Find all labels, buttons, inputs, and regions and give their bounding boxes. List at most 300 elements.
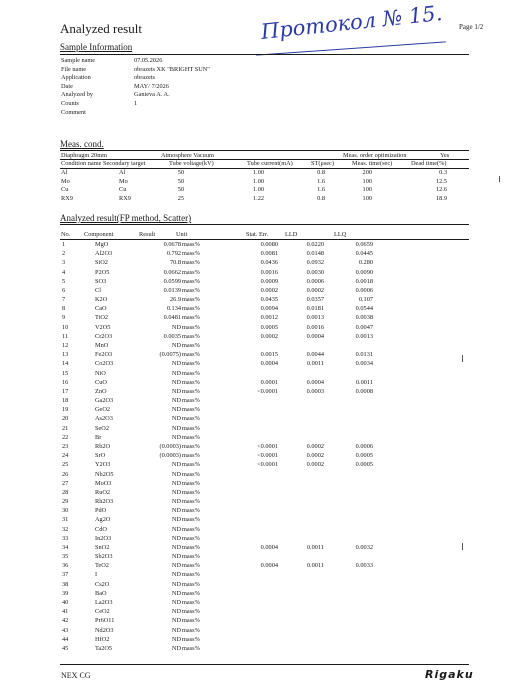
result-component: In2O3: [95, 534, 112, 542]
result-row-number: 4: [62, 268, 66, 276]
results-col-header: LLQ: [334, 231, 347, 238]
result-unit: mass%: [182, 387, 200, 395]
result-unit: mass%: [182, 351, 200, 359]
result-component: P2O5: [95, 268, 110, 276]
result-llq: 0.0544: [355, 305, 373, 313]
meas-cond-cell: 1.6: [317, 177, 325, 185]
result-value: ND: [171, 461, 181, 469]
sample-info-label: Analyzed by: [61, 91, 93, 99]
result-component: La2O3: [95, 599, 113, 607]
result-value: ND: [171, 516, 181, 524]
result-lld: 0.0044: [306, 351, 324, 359]
result-row-number: 31: [62, 516, 69, 524]
result-llq: 0.0032: [355, 543, 373, 551]
result-component: K2O: [95, 296, 108, 304]
result-llq: 0.107: [358, 296, 373, 304]
result-stat-err: 0.0004: [260, 360, 278, 368]
results-end-divider: [60, 664, 469, 665]
result-lld: 0.0011: [306, 562, 324, 570]
margin-mark: [462, 543, 463, 550]
result-unit: mass%: [182, 617, 200, 625]
result-row-number: 8: [62, 305, 66, 313]
result-llq: 0.280: [358, 259, 373, 267]
result-value: ND: [171, 599, 181, 607]
result-row-number: 38: [62, 580, 69, 588]
result-unit: mass%: [182, 571, 200, 579]
meas-cond-col-header: Tube voltage(kV): [169, 160, 214, 167]
result-unit: mass%: [182, 250, 200, 258]
results-col-header: Stat. Err.: [246, 231, 269, 238]
result-unit: mass%: [182, 516, 200, 524]
meas-cond-cell: 200: [362, 169, 372, 176]
result-row-number: 20: [62, 415, 69, 423]
results-heading: Analyzed result(FP method, Scatter): [60, 213, 192, 223]
result-stat-err: 0.0004: [260, 543, 278, 551]
result-component: PdO: [95, 507, 107, 515]
results-col-header: Result: [139, 231, 156, 238]
result-row-number: 25: [62, 461, 69, 469]
result-row-number: 28: [62, 488, 69, 496]
result-component: Nd2O3: [95, 626, 114, 634]
meas-cond-col-header: Tube current(mA): [247, 160, 293, 167]
result-value: ND: [171, 369, 181, 377]
result-unit: mass%: [182, 296, 200, 304]
result-row-number: 42: [62, 617, 69, 625]
result-unit: mass%: [182, 360, 200, 368]
result-component: TiO2: [95, 314, 109, 322]
result-value: ND: [171, 644, 181, 652]
result-value: ND: [171, 397, 181, 405]
result-row-number: 18: [62, 397, 69, 405]
result-value: ND: [171, 433, 181, 441]
result-unit: mass%: [182, 461, 200, 469]
result-unit: mass%: [182, 580, 200, 588]
result-lld: 0.0013: [306, 314, 324, 322]
result-value: ND: [171, 635, 181, 643]
result-component: Ga2O3: [95, 397, 114, 405]
margin-mark: [499, 176, 500, 182]
instrument-name: NEX CG: [61, 671, 91, 680]
result-unit: mass%: [182, 433, 200, 441]
result-component: Fe2O3: [95, 351, 113, 359]
result-unit: mass%: [182, 397, 200, 405]
meas-cond-cell: 50: [177, 169, 184, 176]
sample-info-label: Application: [61, 74, 91, 82]
result-row-number: 13: [62, 351, 69, 359]
result-lld: 0.0148: [306, 250, 324, 258]
result-llq: 0.0034: [355, 360, 373, 368]
sample-info-label: Sample name: [61, 57, 96, 64]
result-value: ND: [171, 470, 181, 478]
result-component: BaO: [95, 589, 107, 597]
result-row-number: 45: [62, 644, 69, 652]
result-llq: 0.0008: [355, 387, 373, 395]
result-row-number: 1: [62, 241, 66, 248]
results-header-divider: [60, 239, 469, 240]
meas-cond-cell: RX9: [119, 194, 131, 202]
result-value: ND: [171, 553, 181, 561]
result-unit: mass%: [182, 286, 200, 294]
result-component: SrO: [95, 452, 106, 460]
result-component: MgO: [95, 241, 109, 248]
result-lld: 0.0016: [306, 323, 324, 331]
meas-cond-cell: RX9: [61, 194, 73, 202]
result-component: ZnO: [95, 387, 107, 395]
sample-info-label: Counts: [61, 100, 79, 107]
result-row-number: 33: [62, 534, 69, 542]
meas-cond-cell: Al: [61, 169, 68, 176]
result-component: CaO: [95, 305, 107, 313]
result-value: ND: [171, 589, 181, 597]
result-llq: 0.0033: [355, 562, 373, 570]
result-lld: 0.0002: [306, 442, 324, 450]
result-stat-err: 0.0016: [260, 268, 278, 276]
result-value: ND: [171, 415, 181, 423]
result-llq: 0.0005: [355, 461, 373, 469]
result-row-number: 36: [62, 562, 69, 570]
result-stat-err: 0.0001: [260, 378, 278, 386]
meas-cond-cell: 0.8: [317, 194, 325, 202]
result-llq: 0.0047: [355, 323, 373, 331]
sample-info-label: Date: [61, 82, 73, 90]
result-lld: 0.0006: [306, 277, 324, 285]
result-row-number: 24: [62, 452, 69, 460]
result-value: 0.0035: [163, 332, 181, 340]
result-llq: 0.0011: [355, 378, 373, 386]
result-lld: 0.0002: [306, 452, 324, 460]
meas-cond-col-header: Dead time(%): [411, 160, 447, 167]
atmosphere-label: Atmosphere Vacuum: [161, 152, 214, 159]
result-value: 70.8: [169, 259, 181, 267]
result-value: ND: [171, 525, 181, 533]
result-component: MoO3: [95, 479, 112, 487]
meas-cond-cell: 50: [177, 177, 184, 185]
result-row-number: 30: [62, 507, 69, 515]
result-row-number: 12: [62, 341, 69, 349]
result-component: CdO: [95, 525, 107, 533]
result-component: CeO2: [95, 608, 110, 616]
result-stat-err: <0.0001: [257, 387, 278, 395]
result-row-number: 41: [62, 608, 69, 616]
result-unit: mass%: [182, 406, 200, 414]
meas-cond-cell: Cu: [119, 186, 127, 193]
result-llq: 0.0018: [355, 277, 373, 285]
result-unit: mass%: [182, 259, 200, 267]
result-row-number: 9: [62, 314, 66, 322]
result-value: 26.9: [169, 296, 181, 304]
meas-cond-cell: 1.22: [252, 194, 264, 202]
sample-info-value: MAY/ 7/2026: [134, 82, 169, 90]
result-value: ND: [171, 608, 181, 616]
result-unit: mass%: [182, 323, 200, 331]
result-value: ND: [171, 498, 181, 506]
result-unit: mass%: [182, 644, 200, 652]
sample-info-divider: [60, 54, 469, 55]
result-component: SiO2: [95, 259, 108, 267]
result-row-number: 19: [62, 406, 69, 414]
sample-info-value: 07.05.2026: [134, 57, 163, 64]
result-unit: mass%: [182, 314, 200, 322]
result-component: Sb2O3: [95, 553, 113, 561]
result-component: SnO2: [95, 543, 110, 551]
result-unit: mass%: [182, 277, 200, 285]
result-llq: 0.0006: [355, 286, 373, 294]
result-component: I: [95, 571, 98, 579]
result-row-number: 23: [62, 442, 69, 450]
result-row-number: 17: [62, 387, 69, 395]
diaphragm-label: Diaphragm 20mm: [61, 152, 107, 159]
result-llq: 0.0659: [355, 241, 373, 248]
meas-cond-cell: 0.8: [317, 169, 325, 176]
result-llq: 0.0090: [355, 268, 373, 276]
meas-cond-cell: 12.5: [435, 177, 447, 185]
result-row-number: 43: [62, 626, 69, 634]
result-component: Y2O3: [95, 461, 111, 469]
meas-cond-cell: 0.3: [439, 169, 447, 176]
result-value: ND: [171, 378, 181, 386]
result-component: Rh2O3: [95, 498, 114, 506]
result-value: ND: [171, 488, 181, 496]
result-row-number: 11: [62, 332, 69, 340]
result-value: 0.0662: [163, 268, 181, 276]
result-lld: 0.0003: [306, 387, 324, 395]
result-value: ND: [171, 562, 181, 570]
result-component: Co2O3: [95, 360, 114, 368]
result-unit: mass%: [182, 589, 200, 597]
meas-cond-heading: Meas. cond.: [60, 139, 104, 149]
result-component: SeO2: [95, 424, 109, 432]
result-stat-err: <0.0001: [257, 442, 278, 450]
result-unit: mass%: [182, 608, 200, 616]
result-unit: mass%: [182, 498, 200, 506]
sample-info-value: obrazets XK "BRIGHT SUN": [134, 65, 210, 73]
result-unit: mass%: [182, 442, 200, 450]
result-unit: mass%: [182, 424, 200, 432]
result-value: (0.0003): [159, 452, 181, 460]
meas-cond-cell: 12.6: [435, 186, 447, 193]
meas-cond-col-header: ST(μsec): [311, 160, 334, 167]
result-value: ND: [171, 507, 181, 515]
sample-info-value: obrazets: [134, 74, 155, 82]
result-component: NiO: [95, 369, 106, 377]
meas-cond-cell: 100: [362, 186, 372, 193]
result-component: GeO2: [95, 406, 111, 414]
result-lld: 0.0220: [306, 241, 324, 248]
meas-cond-cell: 25: [177, 194, 184, 202]
meas-cond-cell: Cu: [61, 186, 69, 193]
results-col-header: No.: [61, 231, 71, 238]
result-unit: mass%: [182, 488, 200, 496]
result-row-number: 37: [62, 571, 69, 579]
result-row-number: 14: [62, 360, 69, 368]
rigaku-logo: Rigaku: [425, 668, 474, 681]
result-unit: mass%: [182, 553, 200, 561]
result-value: 0.0678: [163, 241, 181, 248]
result-component: Ag2O: [95, 516, 111, 524]
order-optimization-label: Meas. order optimization: [343, 152, 407, 159]
meas-cond-cell: 100: [362, 194, 372, 202]
result-component: Cr2O3: [95, 332, 113, 340]
result-stat-err: 0.0009: [260, 277, 278, 285]
results-col-header: LLD: [285, 231, 298, 238]
meas-cond-col-header: Condition name: [61, 160, 102, 167]
result-value: ND: [171, 580, 181, 588]
sample-info-label: File name: [61, 65, 87, 73]
result-value: ND: [171, 406, 181, 414]
result-component: Br: [95, 433, 102, 441]
result-unit: mass%: [182, 452, 200, 460]
result-value: ND: [171, 360, 181, 368]
result-component: Cl: [95, 286, 101, 294]
result-row-number: 26: [62, 470, 69, 478]
margin-mark: [462, 355, 463, 362]
result-component: Al2O3: [95, 250, 113, 258]
result-component: HfO2: [95, 635, 110, 643]
sample-info-label: Comment: [61, 108, 86, 116]
result-lld: 0.0181: [306, 305, 324, 313]
result-unit: mass%: [182, 341, 200, 349]
result-stat-err: 0.0005: [260, 323, 278, 331]
result-llq: 0.0005: [355, 452, 373, 460]
result-value: 0.134: [166, 305, 181, 313]
result-unit: mass%: [182, 534, 200, 542]
result-component: Ta2O5: [95, 644, 113, 652]
result-value: 0.0139: [163, 286, 181, 294]
result-lld: 0.0932: [306, 259, 324, 267]
result-unit: mass%: [182, 369, 200, 377]
order-optimization-value: Yes: [440, 152, 450, 159]
result-component: SO3: [95, 277, 107, 285]
result-stat-err: 0.0015: [260, 351, 278, 359]
result-stat-err: <0.0001: [257, 461, 278, 469]
result-value: ND: [171, 424, 181, 432]
meas-cond-cell: 1.00: [252, 169, 264, 176]
result-row-number: 32: [62, 525, 69, 533]
result-component: MnO: [95, 341, 109, 349]
result-value: ND: [171, 387, 181, 395]
sample-info-value: Ganieva A. A.: [134, 91, 170, 99]
result-value: ND: [171, 341, 181, 349]
result-row-number: 2: [62, 250, 66, 258]
result-value: ND: [171, 617, 181, 625]
result-llq: 0.0006: [355, 442, 373, 450]
result-unit: mass%: [182, 543, 200, 551]
result-llq: 0.0131: [355, 351, 373, 359]
meas-cond-cell: 50: [177, 186, 184, 193]
result-lld: 0.0030: [306, 268, 324, 276]
result-component: Rb2O: [95, 442, 111, 450]
result-value: 0.0481: [163, 314, 181, 322]
result-row-number: 34: [62, 543, 69, 551]
result-value: ND: [171, 479, 181, 487]
meas-cond-cell: Al: [119, 169, 126, 176]
result-lld: 0.0004: [306, 378, 324, 386]
meas-cond-col-header: Secondary target: [103, 160, 146, 167]
result-value: (0.0003): [159, 442, 181, 450]
handwritten-protocol-note: Протокол № 15.: [259, 1, 444, 44]
sample-info-heading: Sample Information: [60, 42, 133, 52]
result-unit: mass%: [182, 626, 200, 634]
result-row-number: 39: [62, 589, 69, 597]
result-lld: 0.0002: [306, 461, 324, 469]
result-value: ND: [171, 534, 181, 542]
result-unit: mass%: [182, 332, 200, 340]
meas-cond-col-header: Meas. time(sec): [352, 160, 393, 167]
result-unit: mass%: [182, 268, 200, 276]
result-row-number: 21: [62, 424, 69, 432]
result-component: V2O5: [95, 323, 111, 331]
result-row-number: 3: [62, 259, 66, 267]
result-component: Nb2O5: [95, 470, 114, 478]
result-component: TeO2: [95, 562, 109, 570]
result-stat-err: 0.0436: [260, 259, 278, 267]
result-stat-err: 0.0012: [260, 314, 278, 322]
result-component: CuO: [95, 378, 107, 386]
result-value: ND: [171, 626, 181, 634]
result-row-number: 35: [62, 553, 69, 561]
result-row-number: 22: [62, 433, 69, 441]
result-unit: mass%: [182, 525, 200, 533]
result-lld: 0.0004: [306, 332, 324, 340]
result-row-number: 10: [62, 323, 69, 331]
result-stat-err: 0.0004: [260, 562, 278, 570]
result-lld: 0.0011: [306, 543, 324, 551]
result-value: 0.792: [166, 250, 181, 258]
result-unit: mass%: [182, 479, 200, 487]
result-lld: 0.0357: [306, 296, 324, 304]
result-value: 0.0599: [163, 277, 181, 285]
result-row-number: 5: [62, 277, 66, 285]
result-unit: mass%: [182, 470, 200, 478]
results-col-header: Unit: [176, 231, 188, 238]
meas-cond-cell: Mo: [61, 177, 70, 185]
result-unit: mass%: [182, 415, 200, 423]
result-value: ND: [171, 543, 181, 551]
result-row-number: 6: [62, 286, 66, 294]
result-unit: mass%: [182, 562, 200, 570]
meas-cond-divider: [60, 150, 469, 151]
result-unit: mass%: [182, 599, 200, 607]
result-component: As2O3: [95, 415, 113, 423]
result-row-number: 7: [62, 296, 66, 304]
sample-info-value: 1: [134, 100, 138, 107]
result-unit: mass%: [182, 241, 200, 248]
result-unit: mass%: [182, 635, 200, 643]
result-component: Pr6O11: [95, 617, 115, 625]
result-row-number: 15: [62, 369, 69, 377]
result-lld: 0.0002: [306, 286, 324, 294]
result-stat-err: 0.0094: [260, 305, 278, 313]
result-stat-err: 0.0002: [260, 332, 278, 340]
meas-cond-cell: 18.9: [435, 194, 447, 202]
result-value: ND: [171, 323, 181, 331]
result-component: Cs2O: [95, 580, 110, 588]
result-value: ND: [171, 571, 181, 579]
result-stat-err: 0.0081: [260, 250, 278, 258]
results-divider: [60, 224, 469, 225]
result-row-number: 40: [62, 599, 69, 607]
result-stat-err: 0.0435: [260, 296, 278, 304]
result-value: (0.0075): [159, 351, 181, 359]
result-llq: 0.0038: [355, 314, 373, 322]
result-component: RuO2: [95, 488, 111, 496]
page-number: Page 1/2: [459, 23, 484, 31]
result-unit: mass%: [182, 305, 200, 313]
result-lld: 0.0011: [306, 360, 324, 368]
meas-cond-cell: 1.6: [317, 186, 325, 193]
result-row-number: 16: [62, 378, 69, 386]
results-col-header: Component: [84, 231, 114, 238]
